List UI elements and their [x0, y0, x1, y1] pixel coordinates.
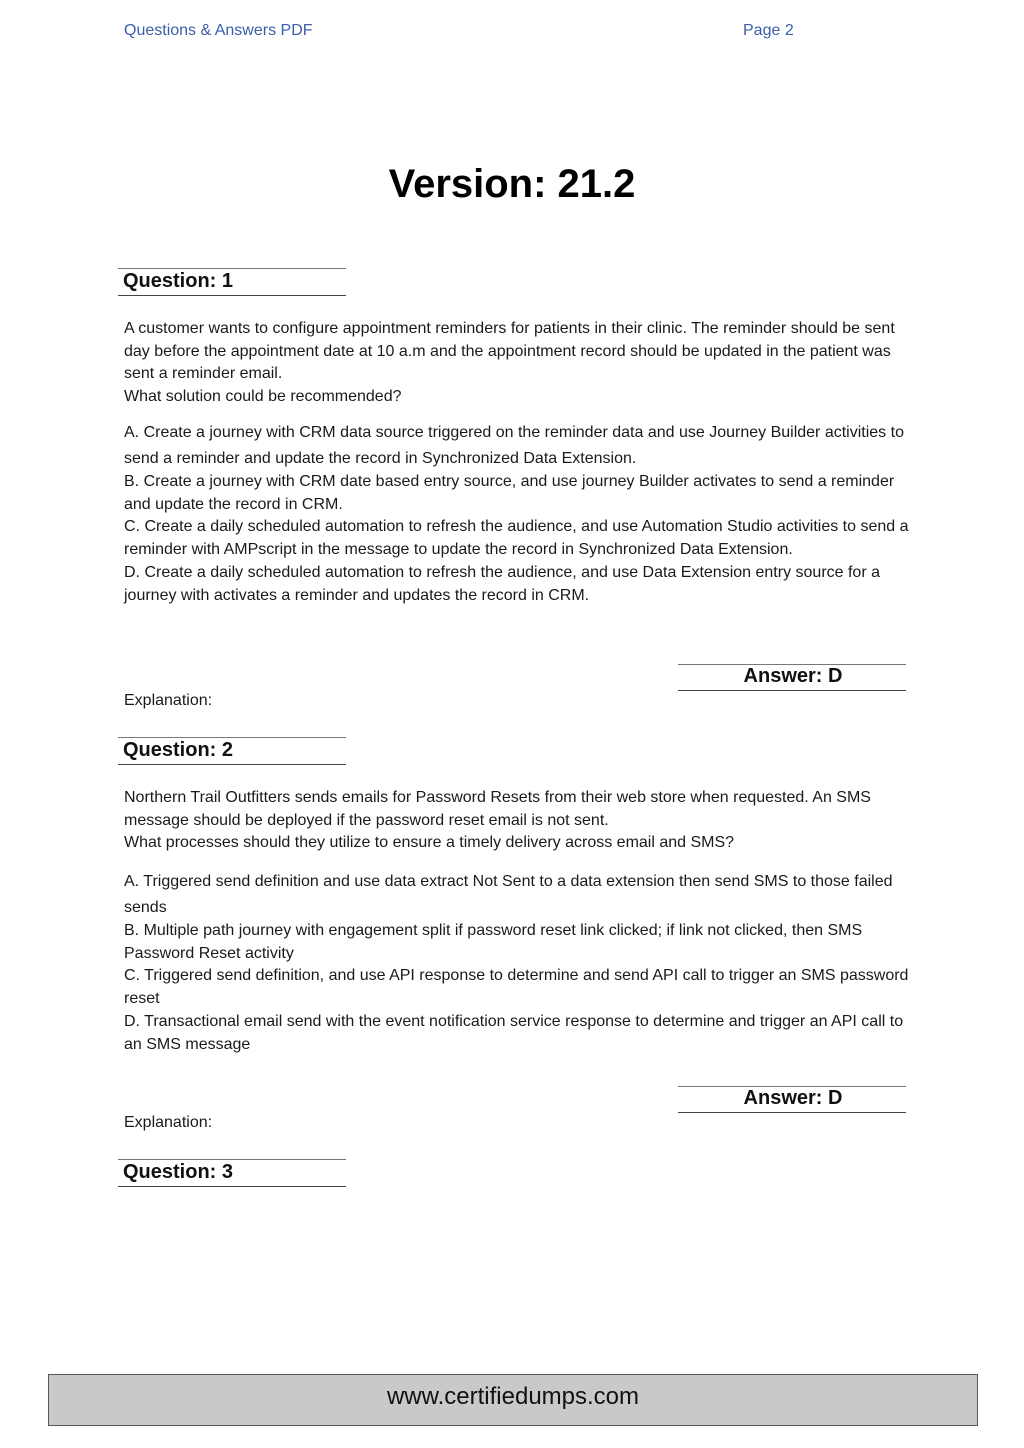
answer-label: Answer: D — [743, 1087, 843, 1109]
explanation-label: Explanation: — [124, 1114, 213, 1131]
question-prompt: What solution could be recommended? — [124, 388, 402, 406]
page-number: Page 2 — [743, 22, 794, 39]
question-title: Question: 2 — [123, 739, 234, 761]
question-body: Northern Trail Outfitters sends emails for Password Resets from their web store when requested. An SMS message should be deployed if the password reset email is not sent. — [124, 789, 871, 829]
question-body: A customer wants to configure appointment reminders for patients in their clinic. The reminder should be sent day before the appointment date at 10 a.m and the appointment record should be updated in the patient was sent a reminder email. — [124, 320, 895, 383]
explanation-label: Explanation: — [124, 692, 213, 709]
question-heading — [118, 737, 346, 765]
answer-box — [678, 1086, 906, 1113]
answer-options — [124, 420, 909, 607]
option-d: D. Transactional email send with the event notification service response to determine and trigger an API call to an SMS message — [124, 1012, 904, 1053]
question-prompt: What processes should they utilize to ensure a timely delivery across email and SMS? — [124, 834, 735, 852]
question-heading — [118, 268, 346, 296]
question-text — [124, 787, 909, 855]
question-title: Question: 3 — [123, 1161, 234, 1183]
question-text — [124, 318, 909, 409]
footer-bar — [48, 1374, 978, 1426]
option-a: A. Create a journey with CRM data source triggered on the reminder data and use Journey Builder activities to send a reminder and update the record in Synchronized Data Extension. — [124, 424, 904, 467]
question-heading — [118, 1159, 346, 1187]
version-title: Version: 21.2 — [388, 162, 636, 206]
option-d: D. Create a daily scheduled automation to refresh the audience, and use Data Extension entry source for a journey with activates a reminder and updates the record in CRM. — [124, 563, 880, 604]
question-title: Question: 1 — [123, 270, 234, 292]
header-title: Questions & Answers PDF — [124, 22, 313, 39]
option-b: B. Multiple path journey with engagement split if password reset link clicked; if link not clicked, then SMS Password Reset activity — [124, 922, 863, 962]
footer-url[interactable]: www.certifiedumps.com — [386, 1383, 640, 1410]
option-c: C. Triggered send definition, and use API response to determine and send API call to trigger an SMS password reset — [124, 967, 909, 1008]
option-b: B. Create a journey with CRM date based entry source, and use journey Builder activates to send a reminder and update the record in CRM. — [124, 473, 895, 513]
option-a: A. Triggered send definition and use data extract Not Sent to a data extension then send SMS to those failed sends — [124, 873, 893, 916]
option-c: C. Create a daily scheduled automation to refresh the audience, and use Automation Studio activities to send a reminder with AMPscript in the message to update the record in Synchronized Data Extension. — [124, 518, 909, 559]
answer-label: Answer: D — [743, 665, 843, 687]
answer-options — [124, 869, 909, 1056]
answer-box — [678, 664, 906, 691]
